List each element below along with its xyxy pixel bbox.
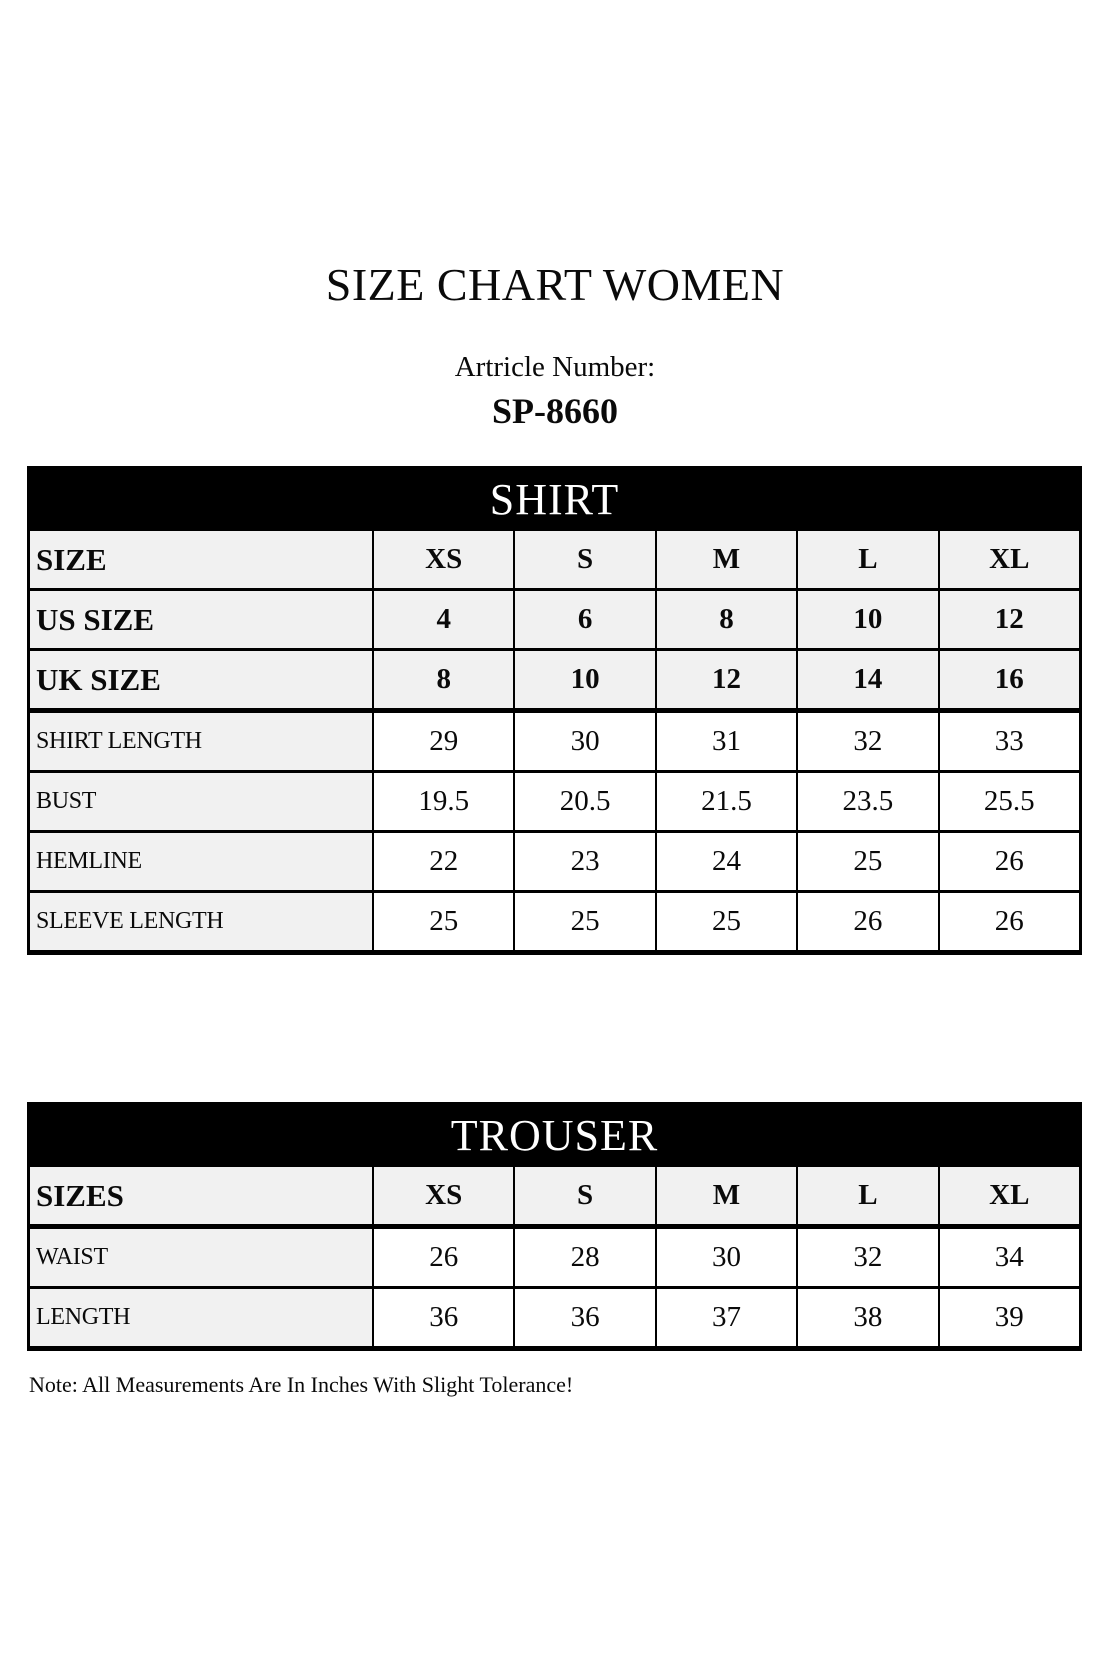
value-cell: S: [513, 531, 654, 588]
value-cell: 30: [655, 1229, 796, 1286]
value-cell: XS: [372, 531, 513, 588]
value-cell: L: [796, 1167, 937, 1224]
row-label-cell: UK SIZE: [30, 651, 372, 708]
value-cell: M: [655, 531, 796, 588]
value-cell: 10: [513, 651, 654, 708]
value-cell: S: [513, 1167, 654, 1224]
value-cell: 38: [796, 1289, 937, 1346]
trouser-table-title: TROUSER: [30, 1105, 1079, 1167]
value-cell: 8: [372, 651, 513, 708]
value-cell: 25.5: [938, 773, 1079, 830]
value-cell: 32: [796, 1229, 937, 1286]
value-cell: 31: [655, 713, 796, 770]
value-cell: 34: [938, 1229, 1079, 1286]
row-label-cell: SIZE: [30, 531, 372, 588]
trouser-size-table: [27, 1102, 1082, 1351]
value-cell: 36: [513, 1289, 654, 1346]
value-cell: 8: [655, 591, 796, 648]
shirt-size-table: [27, 466, 1082, 955]
value-cell: 22: [372, 833, 513, 890]
value-cell: 25: [796, 833, 937, 890]
value-cell: 21.5: [655, 773, 796, 830]
value-cell: 16: [938, 651, 1079, 708]
row-label-cell: SIZES: [30, 1167, 372, 1224]
table-row: [30, 770, 1079, 830]
value-cell: 32: [796, 713, 937, 770]
value-cell: XS: [372, 1167, 513, 1224]
value-cell: 39: [938, 1289, 1079, 1346]
value-cell: 24: [655, 833, 796, 890]
shirt-table-title: SHIRT: [30, 469, 1079, 531]
value-cell: 12: [655, 651, 796, 708]
value-cell: 36: [372, 1289, 513, 1346]
value-cell: 26: [372, 1229, 513, 1286]
article-number-value: SP-8660: [492, 391, 618, 431]
row-label-cell: BUST: [30, 773, 372, 830]
table-row: [30, 648, 1079, 708]
value-cell: XL: [938, 1167, 1079, 1224]
value-cell: XL: [938, 531, 1079, 588]
value-cell: 6: [513, 591, 654, 648]
value-cell: 25: [513, 893, 654, 950]
value-cell: 33: [938, 713, 1079, 770]
article-number-label: Artricle Number:: [454, 351, 656, 383]
table-row: [30, 1286, 1079, 1346]
table-row: [30, 890, 1079, 950]
value-cell: 23: [513, 833, 654, 890]
table-row: [30, 830, 1079, 890]
value-cell: 12: [938, 591, 1079, 648]
row-label-cell: HEMLINE: [30, 833, 372, 890]
value-cell: 10: [796, 591, 937, 648]
value-cell: 23.5: [796, 773, 937, 830]
page-title: SIZE CHART WOMEN: [325, 259, 785, 310]
measurement-note: Note: All Measurements Are In Inches With Slight Tolerance!: [29, 1372, 574, 1397]
row-label-cell: US SIZE: [30, 591, 372, 648]
row-label-cell: SLEEVE LENGTH: [30, 893, 372, 950]
value-cell: L: [796, 531, 937, 588]
value-cell: 37: [655, 1289, 796, 1346]
value-cell: 28: [513, 1229, 654, 1286]
row-label-cell: SHIRT LENGTH: [30, 713, 372, 770]
value-cell: 20.5: [513, 773, 654, 830]
value-cell: 30: [513, 713, 654, 770]
row-label-cell: LENGTH: [30, 1289, 372, 1346]
value-cell: 4: [372, 591, 513, 648]
row-label-cell: WAIST: [30, 1229, 372, 1286]
value-cell: 26: [938, 893, 1079, 950]
table-row: [30, 588, 1079, 648]
value-cell: 29: [372, 713, 513, 770]
value-cell: 25: [372, 893, 513, 950]
value-cell: 26: [938, 833, 1079, 890]
value-cell: 19.5: [372, 773, 513, 830]
value-cell: M: [655, 1167, 796, 1224]
table-row: [30, 1224, 1079, 1286]
table-row: [30, 531, 1079, 588]
table-row: [30, 708, 1079, 770]
value-cell: 25: [655, 893, 796, 950]
value-cell: 14: [796, 651, 937, 708]
value-cell: 26: [796, 893, 937, 950]
table-row: [30, 1167, 1079, 1224]
